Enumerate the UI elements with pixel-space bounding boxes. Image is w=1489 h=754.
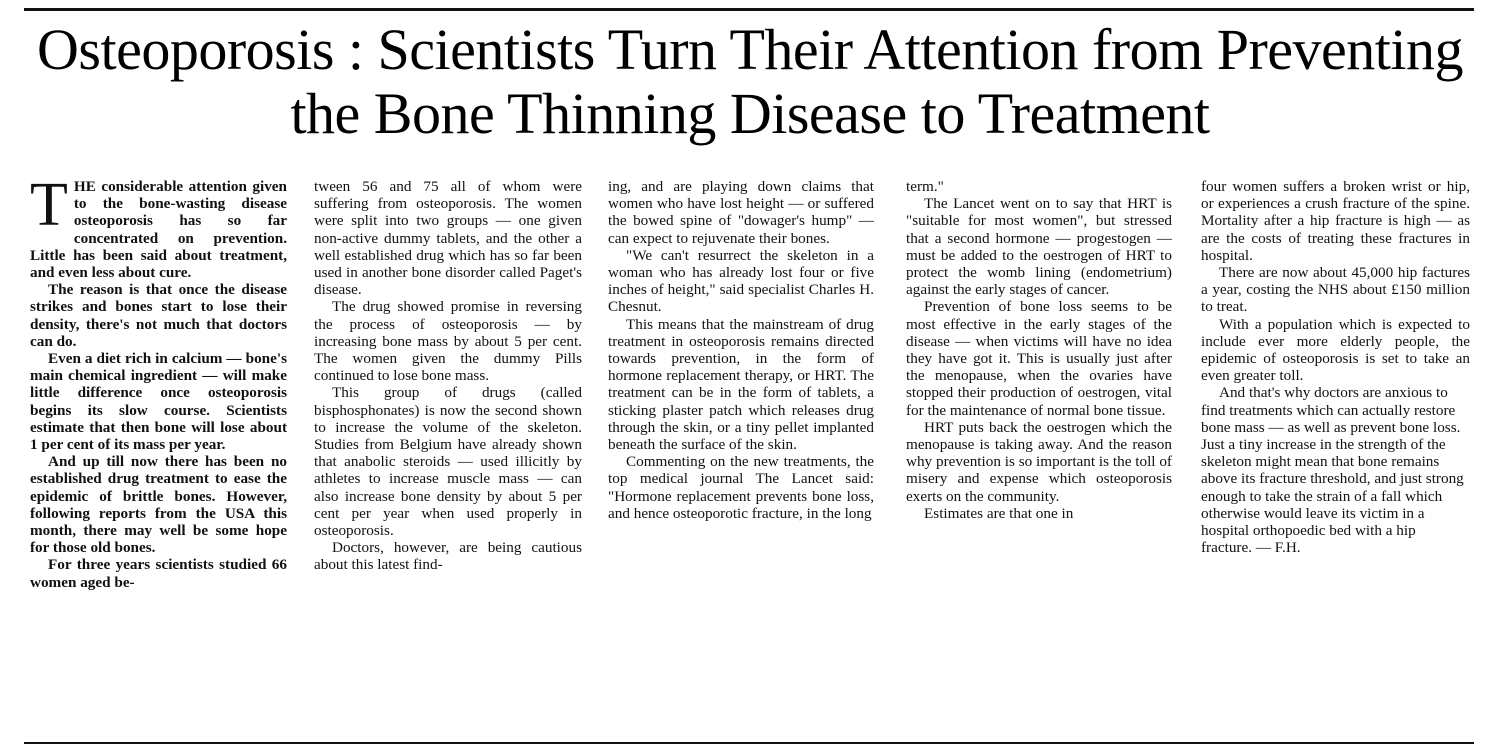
paragraph: HRT puts back the oestrogen which the menopause is taking away. And the reason why prevention is so important is the toll of misery and expense which osteoporosis exerts on the community. [906, 418, 1172, 505]
headline: Osteoporosis : Scientists Turn Their Attention from Preventing the Bone Thinning Disease to Treatment [37, 17, 1463, 146]
paragraph: Even a diet rich in calcium — bone's main chemical ingredient — will make little difference once osteoporosis begins its slow course. Scientists estimate that then bone will lose about 1 per cent of its mass per year. [30, 350, 287, 454]
paragraph: With a population which is expected to include ever more elderly people, the epidemic of osteoporosis is set to take an even greater toll. [1201, 315, 1470, 385]
paragraph: The drug showed promise in reversing the process of osteoporosis — by increasing bone mass by about 5 per cent. The women given the dummy Pills continued to lose bone mass. [314, 298, 582, 385]
article-column-4 [906, 178, 1172, 738]
article-column-3 [608, 178, 874, 738]
bottom-rule [24, 742, 1474, 744]
paragraph: And up till now there has been no established drug treatment to ease the epidemic of brittle bones. However, following reports from the USA this month, there may well be some hope for those old bones. [30, 453, 287, 557]
paragraph: And that's why doctors are anxious to find treatments which can actually restore bone mass — as well as prevent bone loss. Just a tiny increase in the strength of the skeleton might mean that bone remains above its fracture threshold, and just strong enough to take the strain of a fall which otherwise would leave its victim in a hospital orthopoedic bed with a hip fracture. — F.H. [1201, 384, 1464, 557]
paragraph: term." [906, 178, 944, 195]
paragraph: tween 56 and 75 all of whom were suffering from osteoporosis. The women were split into two groups — one given non-active dummy tablets, and the other a well established drug which has so far been used in another bone disorder called Paget's disease. [314, 178, 582, 299]
paragraph: ing, and are playing down claims that women who have lost height — or suffered the bowed spine of "dowager's hump" — can expect to rejuvenate their bones. [608, 178, 874, 247]
drop-cap: T [30, 178, 68, 239]
paragraph: This group of drugs (called bisphosphonates) is now the second shown to increase the volume of the skeleton. Studies from Belgium have already shown that anabolic steroids — used illicitly by athletes to increase muscle mass — can also increase bone density by about 5 per cent per year when used properly in osteoporosis. [314, 384, 582, 540]
article-column-5 [1201, 178, 1470, 738]
paragraph: For three years scientists studied 66 women aged be- [30, 556, 287, 591]
paragraph: "We can't resurrect the skeleton in a woman who has already lost four or five inches of height," said specialist Charles H. Chesnut. [608, 246, 874, 316]
paragraph [30, 178, 287, 281]
paragraph: This means that the mainstream of drug treatment in osteoporosis remains directed towards prevention, in the form of hormone replacement therapy, or HRT. The treatment can be in the form of tablets, a sticking plaster patch which releases drug through the skin, or a tiny pellet implanted beneath the surface of the skin. [608, 315, 874, 454]
paragraph: four women suffers a broken wrist or hip, or experiences a crush fracture of the spine. Mortality after a hip fracture is high — as are the costs of treating these fractures in hospital. [1201, 178, 1470, 264]
article-column-1 [30, 178, 287, 738]
top-rule [24, 8, 1474, 11]
paragraph: There are now about 45,000 hip factures a year, costing the NHS about £150 million to treat. [1201, 264, 1470, 316]
paragraph: The Lancet went on to say that HRT is "suitable for most women", but stressed that a second hormone — progestogen — must be added to the oestrogen of HRT to protect the womb lining (endometrium) against the early stages of cancer. [906, 195, 1172, 299]
paragraph: The reason is that once the disease strikes and bones start to lose their density, there's not much that doctors can do. [30, 281, 287, 350]
paragraph: Prevention of bone loss seems to be most effective in the early stages of the disease — when victims will have no idea they have got it. This is usually just after the menopause, when the ovaries have stopped their production of oestrogen, vital for the maintenance of normal bone tissue. [906, 298, 1172, 419]
paragraph: Estimates are that one in [924, 504, 1074, 522]
paragraph: Commenting on the new treatments, the top medical journal The Lancet said: "Hormone replacement prevents bone loss, and hence osteoporotic fracture, in the long [608, 453, 874, 522]
article-column-2 [314, 178, 582, 738]
paragraph: Doctors, however, are being cautious about this latest find- [314, 539, 582, 574]
paragraph-text: HE considerable attention given to the bone-wasting disease osteoporosis has so far concentrated on prevention. Little has been said about treatment, and even less about cure. [30, 178, 287, 282]
